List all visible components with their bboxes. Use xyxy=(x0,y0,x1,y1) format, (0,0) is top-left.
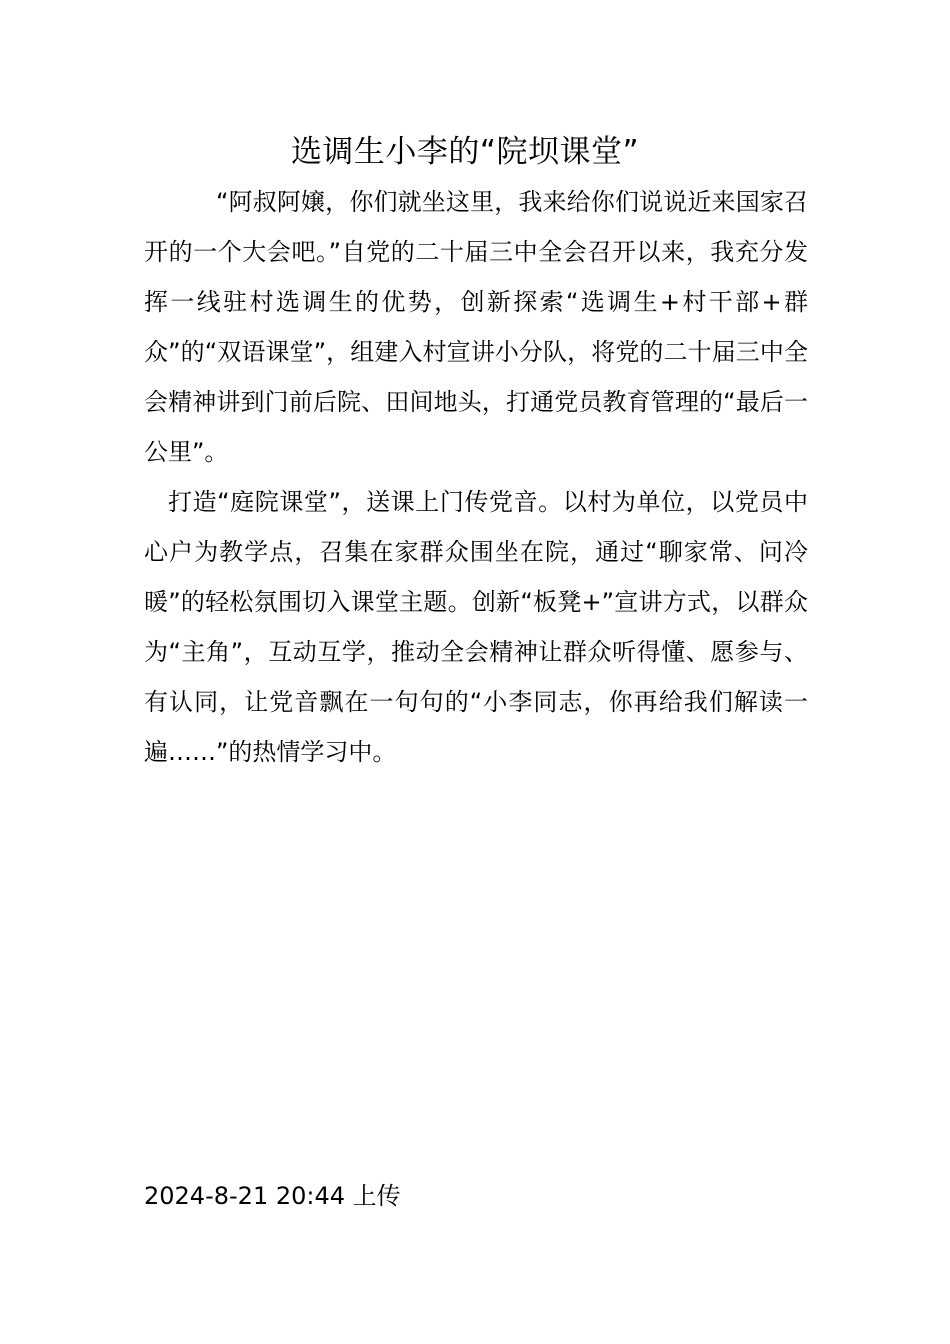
paragraph-1: “阿叔阿嬢，你们就坐这里，我来给你们说说近来国家召开的一个大会吧。”自党的二十届三中全会召开以来，我充分发挥一线驻村选调生的优势，创新探索“选调生+村干部+群众”的“双语课堂”，组建入村宣讲小分队，将党的二十届三中全会精神讲到门前后院、田间地头，打通党员教育管理的“最后一公里”。 xyxy=(144,188,808,466)
document-body xyxy=(144,177,808,777)
paragraph-2: 打造“庭院课堂”，送课上门传党音。以村为单位，以党员中心户为教学点，召集在家群众围坐在院，通过“聊家常、问冷暖”的轻松氛围切入课堂主题。创新“板凳+”宣讲方式，以群众为“主角”，互动互学，推动全会精神让群众听得懂、愿参与、有认同，让党音飘在一句句的“小李同志，你再给我们解读一遍……”的热情学习中。 xyxy=(144,488,808,766)
document-title: 选调生小李的“院坝课堂” xyxy=(290,134,640,170)
upload-timestamp: 2024-8-21 20:44 上传 xyxy=(144,1182,401,1210)
